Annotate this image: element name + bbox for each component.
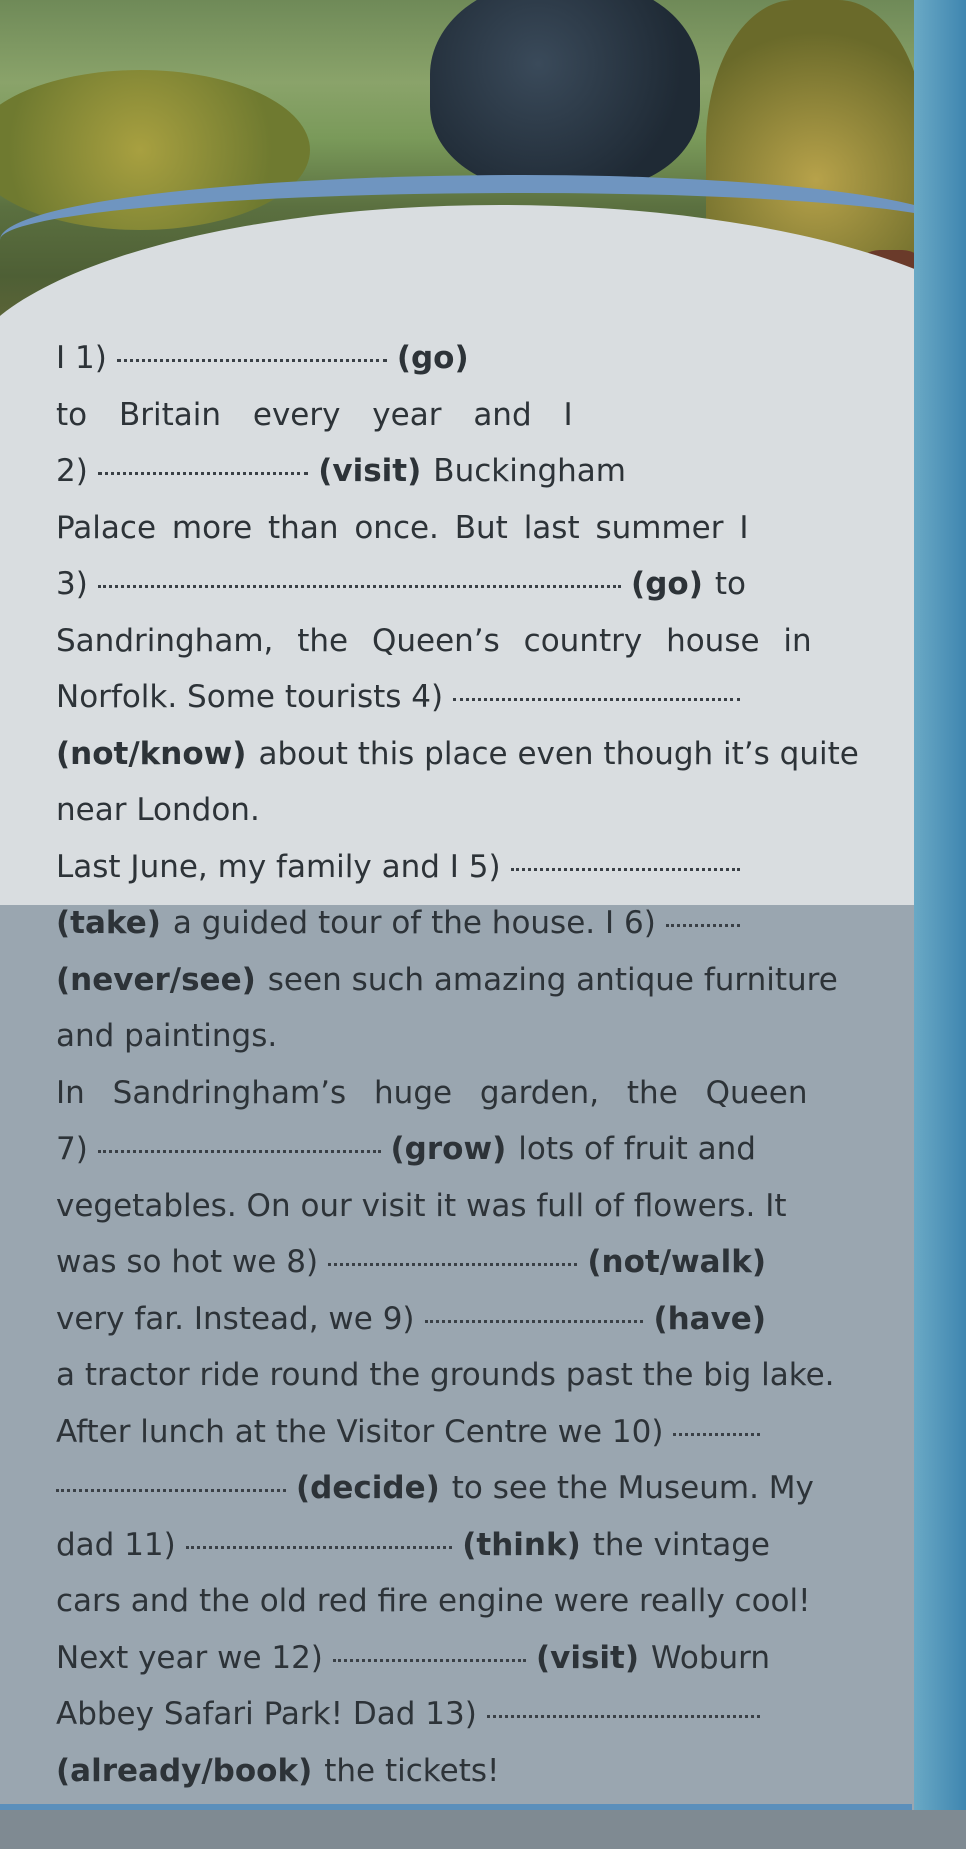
text-line-19 (56, 1347, 904, 1404)
line-text: a guided tour of the house. I 6) (172, 905, 656, 941)
line-text: Next year we 12) (56, 1639, 323, 1676)
verb-hint: (visit) (535, 1639, 640, 1676)
text-line-9 (56, 782, 904, 839)
blank-4[interactable] (453, 698, 740, 701)
blank-1[interactable] (117, 359, 387, 362)
line-text: Abbey Safari Park! Dad 13) (56, 1696, 477, 1732)
gap-number: I 1) (56, 340, 107, 376)
gap-number: 7) (56, 1131, 88, 1167)
line-text: a tractor ride round the grounds past the big lake. (56, 1357, 835, 1393)
line-text: Norfolk. Some tourists 4) (56, 679, 444, 715)
verb-hint: (not/walk) (587, 1244, 766, 1280)
verb-hint: (visit) (318, 453, 422, 489)
blank-13[interactable] (487, 1715, 760, 1718)
text-line-22 (56, 1517, 770, 1574)
line-text: to (714, 566, 746, 602)
verb-hint: (go) (396, 340, 469, 376)
text-line-7 (56, 669, 750, 726)
line-text: the vintage (592, 1526, 770, 1563)
gap-number: 2) (56, 453, 88, 489)
text-line-11 (56, 895, 750, 952)
line-text: cars and the old red fire engine were really cool! (56, 1583, 811, 1619)
blank-2[interactable] (98, 472, 308, 475)
line-text: Woburn (651, 1639, 770, 1676)
blank-12[interactable] (333, 1659, 526, 1662)
blank-8[interactable] (328, 1263, 577, 1266)
text-line-16 (56, 1178, 904, 1235)
blank-11[interactable] (186, 1546, 452, 1549)
text-line-12 (56, 952, 904, 1009)
text-line-23 (56, 1573, 904, 1630)
line-text: After lunch at the Visitor Centre we 10) (56, 1413, 664, 1450)
verb-hint: (grow) (390, 1131, 507, 1167)
tree-shape (430, 0, 700, 190)
verb-hint: (have) (653, 1300, 766, 1337)
blank-7[interactable] (98, 1150, 381, 1153)
line-text: about this place even though it’s quite (258, 735, 859, 772)
text-line-21 (56, 1460, 904, 1517)
text-line-15 (56, 1121, 756, 1178)
line-text: lots of fruit and (518, 1131, 756, 1167)
blank-3[interactable] (98, 585, 621, 588)
line-text: vegetables. On our visit it was full of flowers. It (56, 1187, 787, 1224)
text-line-17 (56, 1234, 766, 1291)
text-line-1 (56, 330, 904, 387)
exercise-text (56, 330, 904, 1799)
line-text: was so hot we 8) (56, 1244, 319, 1280)
text-line-4 (56, 500, 749, 557)
line-text: to Britain every year and I (56, 396, 573, 433)
blank-10-continued[interactable] (56, 1489, 286, 1492)
line-text: very far. Instead, we 9) (56, 1300, 415, 1337)
line-text: and paintings. (56, 1018, 278, 1054)
text-line-24 (56, 1630, 770, 1687)
blank-9[interactable] (425, 1320, 644, 1323)
gap-number: 3) (56, 566, 88, 602)
text-line-14 (56, 1065, 808, 1122)
text-line-26 (56, 1743, 904, 1800)
text-line-6 (56, 613, 812, 670)
verb-hint: (not/know) (56, 735, 247, 772)
line-text: Sandringham, the Queen’s country house in (56, 622, 812, 659)
verb-hint: (take) (56, 905, 161, 941)
line-text: Buckingham (433, 453, 626, 489)
verb-hint: (go) (631, 566, 703, 602)
blank-6[interactable] (666, 924, 740, 927)
line-text: In Sandringham’s huge garden, the Queen (56, 1074, 808, 1111)
text-line-20 (56, 1404, 770, 1461)
verb-hint: (decide) (296, 1470, 440, 1506)
verb-hint: (never/see) (56, 961, 256, 998)
text-line-3 (56, 443, 626, 500)
text-line-5 (56, 556, 746, 613)
line-text: Palace more than once. But last summer I (56, 509, 749, 546)
book-spine (914, 0, 966, 1849)
line-text: near London. (56, 792, 260, 828)
line-text: to see the Museum. My (451, 1470, 814, 1506)
verb-hint: (already/book) (56, 1752, 313, 1789)
page-edge-shadow (0, 1810, 966, 1849)
text-line-2 (56, 387, 573, 444)
blank-5[interactable] (511, 868, 740, 871)
text-line-13 (56, 1008, 904, 1065)
verb-hint: (think) (462, 1526, 581, 1563)
line-text: seen such amazing antique furniture (267, 961, 838, 998)
line-text: Last June, my family and I 5) (56, 848, 501, 885)
line-text: the tickets! (324, 1752, 500, 1789)
text-line-25 (56, 1686, 770, 1743)
text-line-18 (56, 1291, 766, 1348)
blank-10[interactable] (673, 1433, 760, 1436)
text-line-10 (56, 839, 750, 896)
line-text: dad 11) (56, 1526, 176, 1563)
text-line-8 (56, 726, 904, 783)
